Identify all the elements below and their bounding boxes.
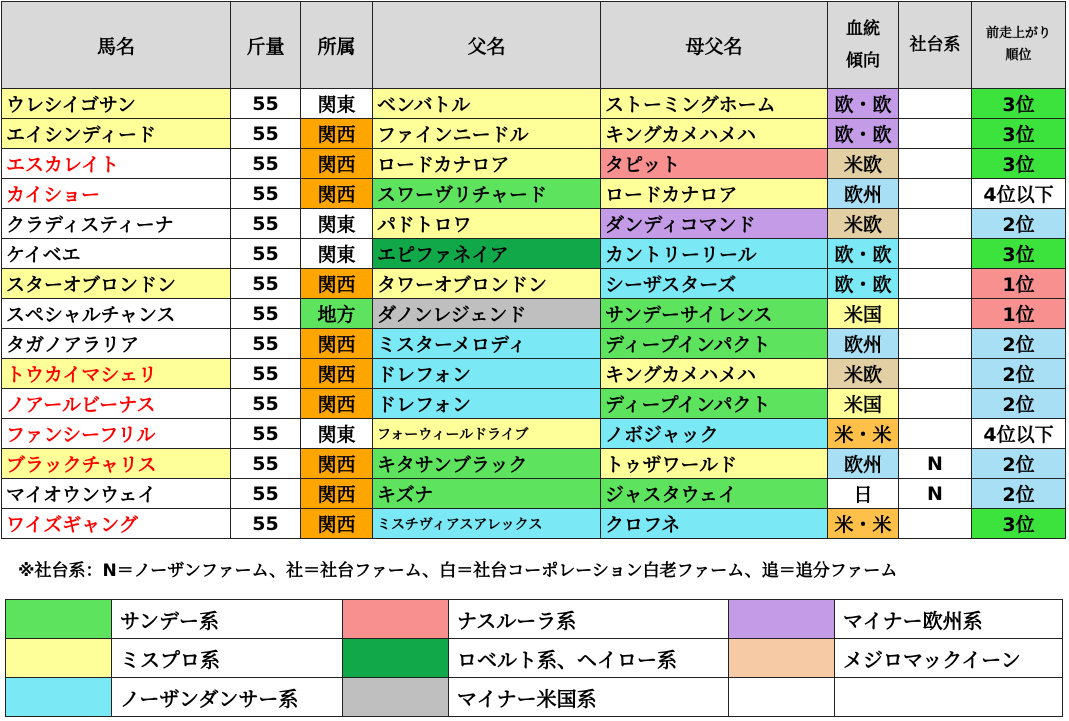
- dam-sire-cell: トゥザワールド: [601, 449, 828, 479]
- dam-sire-cell: ジャスタウェイ: [601, 479, 828, 509]
- shadai-cell: N: [899, 449, 972, 479]
- weight-cell: 55: [231, 89, 301, 119]
- table-row: [2, 479, 1066, 509]
- weight-cell: 55: [231, 329, 301, 359]
- blood-trend-cell: 欧・欧: [828, 89, 899, 119]
- sire-cell: キタサンブラック: [373, 449, 601, 479]
- dam-sire-cell: ディープインパクト: [601, 389, 828, 419]
- weight-cell: 55: [231, 179, 301, 209]
- sire-cell: フォーウィールドライブ: [373, 419, 601, 449]
- stable-cell: 関東: [301, 89, 373, 119]
- sire-cell: タワーオブロンドン: [373, 269, 601, 299]
- stable-cell: 関西: [301, 479, 373, 509]
- blood-trend-cell: 米・米: [828, 509, 899, 539]
- horse-name-cell: ノアールビーナス: [2, 389, 231, 419]
- shadai-cell: [899, 419, 972, 449]
- legend-label: [835, 678, 1063, 717]
- horse-name-cell: スペシャルチャンス: [2, 299, 231, 329]
- dam-sire-cell: シーザスターズ: [601, 269, 828, 299]
- blood-trend-cell: 米国: [828, 389, 899, 419]
- legend-swatch: [343, 639, 449, 678]
- last-order-cell: 3位: [972, 239, 1066, 269]
- legend-label: サンデー系: [112, 600, 343, 639]
- horse-name-cell: マイオウンウェイ: [2, 479, 231, 509]
- table-row: [2, 209, 1066, 239]
- sire-cell: ベンバトル: [373, 89, 601, 119]
- horse-name-cell: トウカイマシェリ: [2, 359, 231, 389]
- sire-cell: ミスターメロディ: [373, 329, 601, 359]
- header-name: 馬名: [2, 2, 231, 89]
- last-order-cell: 4位以下: [972, 419, 1066, 449]
- sire-cell: エピファネイア: [373, 239, 601, 269]
- last-order-cell: 3位: [972, 119, 1066, 149]
- sire-cell: ファインニードル: [373, 119, 601, 149]
- shadai-cell: [899, 149, 972, 179]
- shadai-cell: [899, 209, 972, 239]
- header-sire: 父名: [373, 2, 601, 89]
- legend-table: [5, 599, 1063, 717]
- sire-cell: ダノンレジェンド: [373, 299, 601, 329]
- horse-name-cell: タガノアラリア: [2, 329, 231, 359]
- horse-name-cell: エスカレイト: [2, 149, 231, 179]
- horse-name-cell: スターオブロンドン: [2, 269, 231, 299]
- stable-cell: 関西: [301, 119, 373, 149]
- table-row: [2, 119, 1066, 149]
- weight-cell: 55: [231, 449, 301, 479]
- shadai-cell: [899, 269, 972, 299]
- table-row: [2, 419, 1066, 449]
- weight-cell: 55: [231, 209, 301, 239]
- shadai-cell: [899, 509, 972, 539]
- legend-swatch: [729, 639, 835, 678]
- legend-row: [6, 600, 1063, 639]
- header-last-line1: 前走上がり: [985, 26, 1051, 41]
- last-order-cell: 2位: [972, 479, 1066, 509]
- horse-name-cell: ウレシイゴサン: [2, 89, 231, 119]
- legend-swatch: [343, 600, 449, 639]
- horse-name-cell: カイショー: [2, 179, 231, 209]
- table-row: [2, 449, 1066, 479]
- stable-cell: 関西: [301, 329, 373, 359]
- legend-swatch: [343, 678, 449, 717]
- shadai-cell: [899, 179, 972, 209]
- stable-cell: 関西: [301, 179, 373, 209]
- header-blood-line2: 傾向: [846, 51, 880, 71]
- stable-cell: 関東: [301, 239, 373, 269]
- shadai-cell: [899, 239, 972, 269]
- blood-trend-cell: 米欧: [828, 359, 899, 389]
- sire-cell: パドトロワ: [373, 209, 601, 239]
- table-row: [2, 239, 1066, 269]
- blood-trend-cell: 米欧: [828, 209, 899, 239]
- horse-table: [1, 1, 1066, 539]
- sire-cell: ドレフォン: [373, 389, 601, 419]
- dam-sire-cell: カントリーリール: [601, 239, 828, 269]
- legend-row: [6, 678, 1063, 717]
- weight-cell: 55: [231, 389, 301, 419]
- weight-cell: 55: [231, 509, 301, 539]
- blood-trend-cell: 米欧: [828, 149, 899, 179]
- legend-row: [6, 639, 1063, 678]
- legend-label: メジロマックイーン: [835, 639, 1063, 678]
- stable-cell: 関西: [301, 449, 373, 479]
- sire-cell: スワーヴリチャード: [373, 179, 601, 209]
- weight-cell: 55: [231, 479, 301, 509]
- shadai-cell: [899, 299, 972, 329]
- header-row: [2, 2, 1066, 89]
- legend-label: マイナー米国系: [449, 678, 729, 717]
- shadai-cell: [899, 389, 972, 419]
- table-row: [2, 389, 1066, 419]
- stable-cell: 関西: [301, 269, 373, 299]
- stable-cell: 関西: [301, 389, 373, 419]
- horse-name-cell: クラディスティーナ: [2, 209, 231, 239]
- legend-swatch: [6, 600, 112, 639]
- shadai-cell: [899, 119, 972, 149]
- header-blood-line1: 血統: [846, 19, 880, 39]
- legend-label: ロベルト系、ヘイロー系: [449, 639, 729, 678]
- last-order-cell: 3位: [972, 509, 1066, 539]
- dam-sire-cell: ダンディコマンド: [601, 209, 828, 239]
- legend-label: ミスプロ系: [112, 639, 343, 678]
- last-order-cell: 2位: [972, 449, 1066, 479]
- last-order-cell: 3位: [972, 89, 1066, 119]
- blood-trend-cell: 欧・欧: [828, 119, 899, 149]
- legend-label: ノーザンダンサー系: [112, 678, 343, 717]
- last-order-cell: 4位以下: [972, 179, 1066, 209]
- dam-sire-cell: ディープインパクト: [601, 329, 828, 359]
- dam-sire-cell: キングカメハメハ: [601, 359, 828, 389]
- blood-trend-cell: 米・米: [828, 419, 899, 449]
- legend-label: ナスルーラ系: [449, 600, 729, 639]
- stable-cell: 関東: [301, 419, 373, 449]
- horse-name-cell: ファンシーフリル: [2, 419, 231, 449]
- blood-trend-cell: 日: [828, 479, 899, 509]
- dam-sire-cell: クロフネ: [601, 509, 828, 539]
- blood-trend-cell: 欧州: [828, 329, 899, 359]
- table-row: [2, 269, 1066, 299]
- dam-sire-cell: キングカメハメハ: [601, 119, 828, 149]
- dam-sire-cell: ストーミングホーム: [601, 89, 828, 119]
- shadai-cell: N: [899, 479, 972, 509]
- table-row: [2, 359, 1066, 389]
- last-order-cell: 2位: [972, 329, 1066, 359]
- dam-sire-cell: サンデーサイレンス: [601, 299, 828, 329]
- weight-cell: 55: [231, 119, 301, 149]
- shadai-cell: [899, 89, 972, 119]
- last-order-cell: 3位: [972, 149, 1066, 179]
- stable-cell: 地方: [301, 299, 373, 329]
- header-blood: [828, 2, 899, 89]
- blood-trend-cell: 欧州: [828, 179, 899, 209]
- table-row: [2, 299, 1066, 329]
- header-last: [972, 2, 1066, 89]
- blood-trend-cell: 欧州: [828, 449, 899, 479]
- horse-name-cell: ケイベエ: [2, 239, 231, 269]
- last-order-cell: 1位: [972, 269, 1066, 299]
- shadai-cell: [899, 329, 972, 359]
- header-dam-sire: 母父名: [601, 2, 828, 89]
- stable-cell: 関西: [301, 509, 373, 539]
- table-row: [2, 179, 1066, 209]
- horse-name-cell: ワイズギャング: [2, 509, 231, 539]
- shadai-cell: [899, 359, 972, 389]
- last-order-cell: 2位: [972, 359, 1066, 389]
- weight-cell: 55: [231, 239, 301, 269]
- header-stable: 所属: [301, 2, 373, 89]
- legend-swatch: [6, 639, 112, 678]
- table-row: [2, 329, 1066, 359]
- dam-sire-cell: ロードカナロア: [601, 179, 828, 209]
- blood-trend-cell: 欧・欧: [828, 269, 899, 299]
- dam-sire-cell: ノボジャック: [601, 419, 828, 449]
- blood-trend-cell: 欧・欧: [828, 239, 899, 269]
- sire-cell: ドレフォン: [373, 359, 601, 389]
- sire-cell: キズナ: [373, 479, 601, 509]
- header-last-line2: 順位: [1005, 48, 1032, 63]
- table-row: [2, 149, 1066, 179]
- table-row: [2, 509, 1066, 539]
- legend-label: マイナー欧州系: [835, 600, 1063, 639]
- last-order-cell: 2位: [972, 209, 1066, 239]
- last-order-cell: 1位: [972, 299, 1066, 329]
- stable-cell: 関西: [301, 359, 373, 389]
- table-row: [2, 89, 1066, 119]
- header-shadai: 社台系: [899, 2, 972, 89]
- legend-swatch: [6, 678, 112, 717]
- sire-cell: ミスチヴィアスアレックス: [373, 509, 601, 539]
- stable-cell: 関東: [301, 209, 373, 239]
- last-order-cell: 2位: [972, 389, 1066, 419]
- blood-trend-cell: 米国: [828, 299, 899, 329]
- weight-cell: 55: [231, 359, 301, 389]
- shadai-note: ※社台系：N＝ノーザンファーム、社＝社台ファーム、白＝社台コーポレーション白老ファーム、追＝追分ファーム: [18, 561, 898, 581]
- sire-cell: ロードカナロア: [373, 149, 601, 179]
- dam-sire-cell: タピット: [601, 149, 828, 179]
- weight-cell: 55: [231, 299, 301, 329]
- horse-name-cell: ブラックチャリス: [2, 449, 231, 479]
- legend-swatch: [729, 600, 835, 639]
- horse-name-cell: エイシンディード: [2, 119, 231, 149]
- weight-cell: 55: [231, 419, 301, 449]
- weight-cell: 55: [231, 269, 301, 299]
- stable-cell: 関西: [301, 149, 373, 179]
- weight-cell: 55: [231, 149, 301, 179]
- header-weight: 斤量: [231, 2, 301, 89]
- legend-swatch: [729, 678, 835, 717]
